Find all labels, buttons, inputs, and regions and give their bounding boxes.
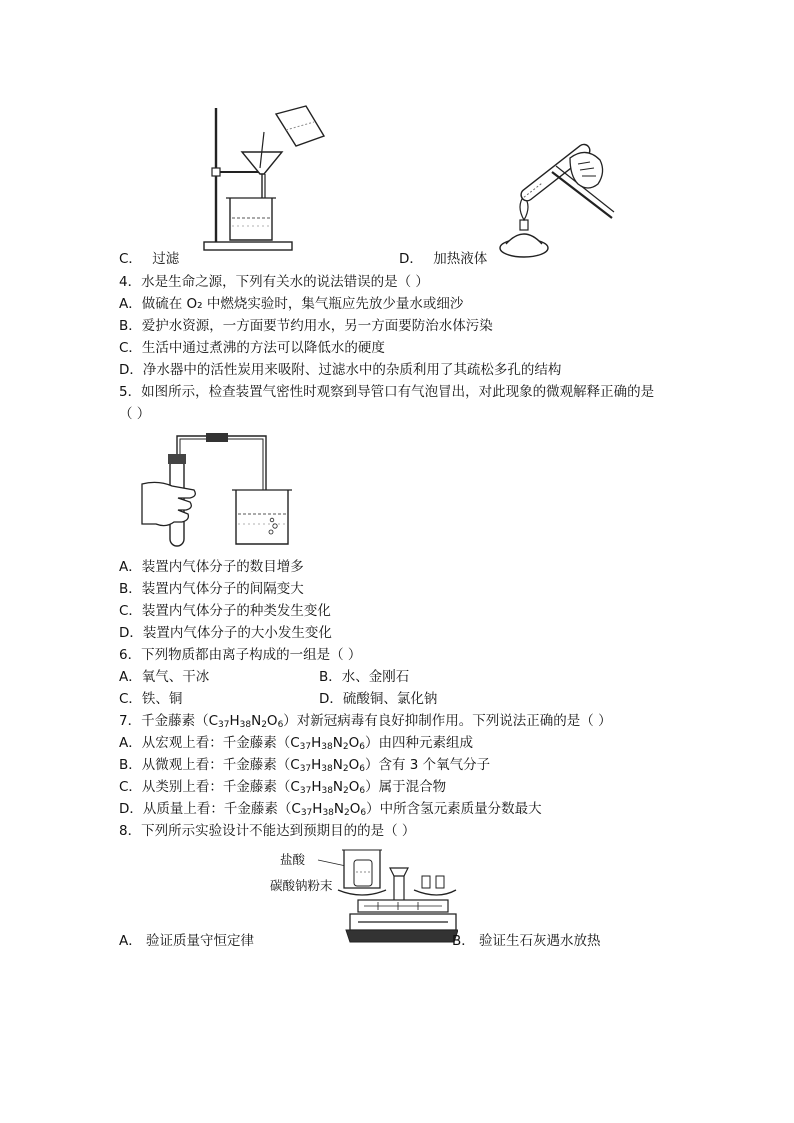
filtration-apparatus-figure [196,102,336,254]
question-4-option-d: D．净水器中的活性炭用来吸附、过滤水中的杂质利用了其疏松多孔的结构 [119,362,562,378]
option-letter: D． [399,251,423,267]
question-5-stem-cont: （ ） [119,406,151,422]
question-6-option-c: C．铁、铜 [119,691,183,707]
question-4-option-c: C．生活中通过煮沸的方法可以降低水的硬度 [119,340,385,356]
question-4-option-a: A．做硫在 O₂ 中燃烧实验时，集气瓶应先放少量水或细沙 [119,296,464,312]
option-letter: C． [119,251,142,267]
question-6-option-d: D．硫酸铜、氯化钠 [319,691,438,707]
question-7-option-d: D．从质量上看：千金藤素$(C_{37}H_{38}N_2O_6)$中所含氢元素质量分数最大 [119,801,542,818]
question-6-stem: 6．下列物质都由离子构成的一组是（ ） [119,647,362,663]
question-7-stem: 7．千金藤素$(C_{37}H_{38}N_2O_6)$对新冠病毒有良好抑制作用。下列说法正确的是（ ） [119,713,612,730]
airtightness-check-figure [138,430,298,548]
label-hydrochloric-acid: 盐酸 [280,852,306,867]
question-5-option-a: A．装置内气体分子的数目增多 [119,559,304,575]
question-6-option-a: A．氧气、干冰 [119,669,210,685]
question-7-option-b: B．从微观上看：千金藤素$(C_{37}H_{38}N_2O_6)$含有 3 个氧气分子 [119,757,491,774]
question-7-option-c: C．从类别上看：千金藤素$(C_{37}H_{38}N_2O_6)$属于混合物 [119,779,447,796]
balance-experiment-figure [268,846,458,946]
question-5-option-b: B．装置内气体分子的间隔变大 [119,581,304,597]
question-5-stem: 5．如图所示，检查装置气密性时观察到导管口有气泡冒出，对此现象的微观解释正确的是 [119,384,655,400]
question-5-option-d: D．装置内气体分子的大小发生变化 [119,625,332,641]
question-7-option-a: A．从宏观上看：千金藤素$(C_{37}H_{38}N_2O_6)$由四种元素组成 [119,735,473,752]
question-6-option-b: B．水、金刚石 [319,669,410,685]
question-8-option-b: B． 验证生石灰遇水放热 [452,933,601,949]
question-4-option-b: B．爱护水资源，一方面要节约用水，另一方面要防治水体污染 [119,318,493,334]
heating-liquid-figure [486,140,618,260]
question-5-option-c: C．装置内气体分子的种类发生变化 [119,603,331,619]
option-text: 过滤 [152,251,180,267]
label-sodium-carbonate-powder: 碳酸钠粉末 [270,878,333,893]
option-c-filtration [119,250,179,268]
question-8-stem: 8．下列所示实验设计不能达到预期目的的是（ ） [119,823,416,839]
option-d-heating [399,250,487,268]
question-8-option-a: A． 验证质量守恒定律 [119,933,255,949]
option-text: 加热液体 [433,251,488,267]
question-4-stem: 4．水是生命之源，下列有关水的说法错误的是（ ） [119,274,429,290]
